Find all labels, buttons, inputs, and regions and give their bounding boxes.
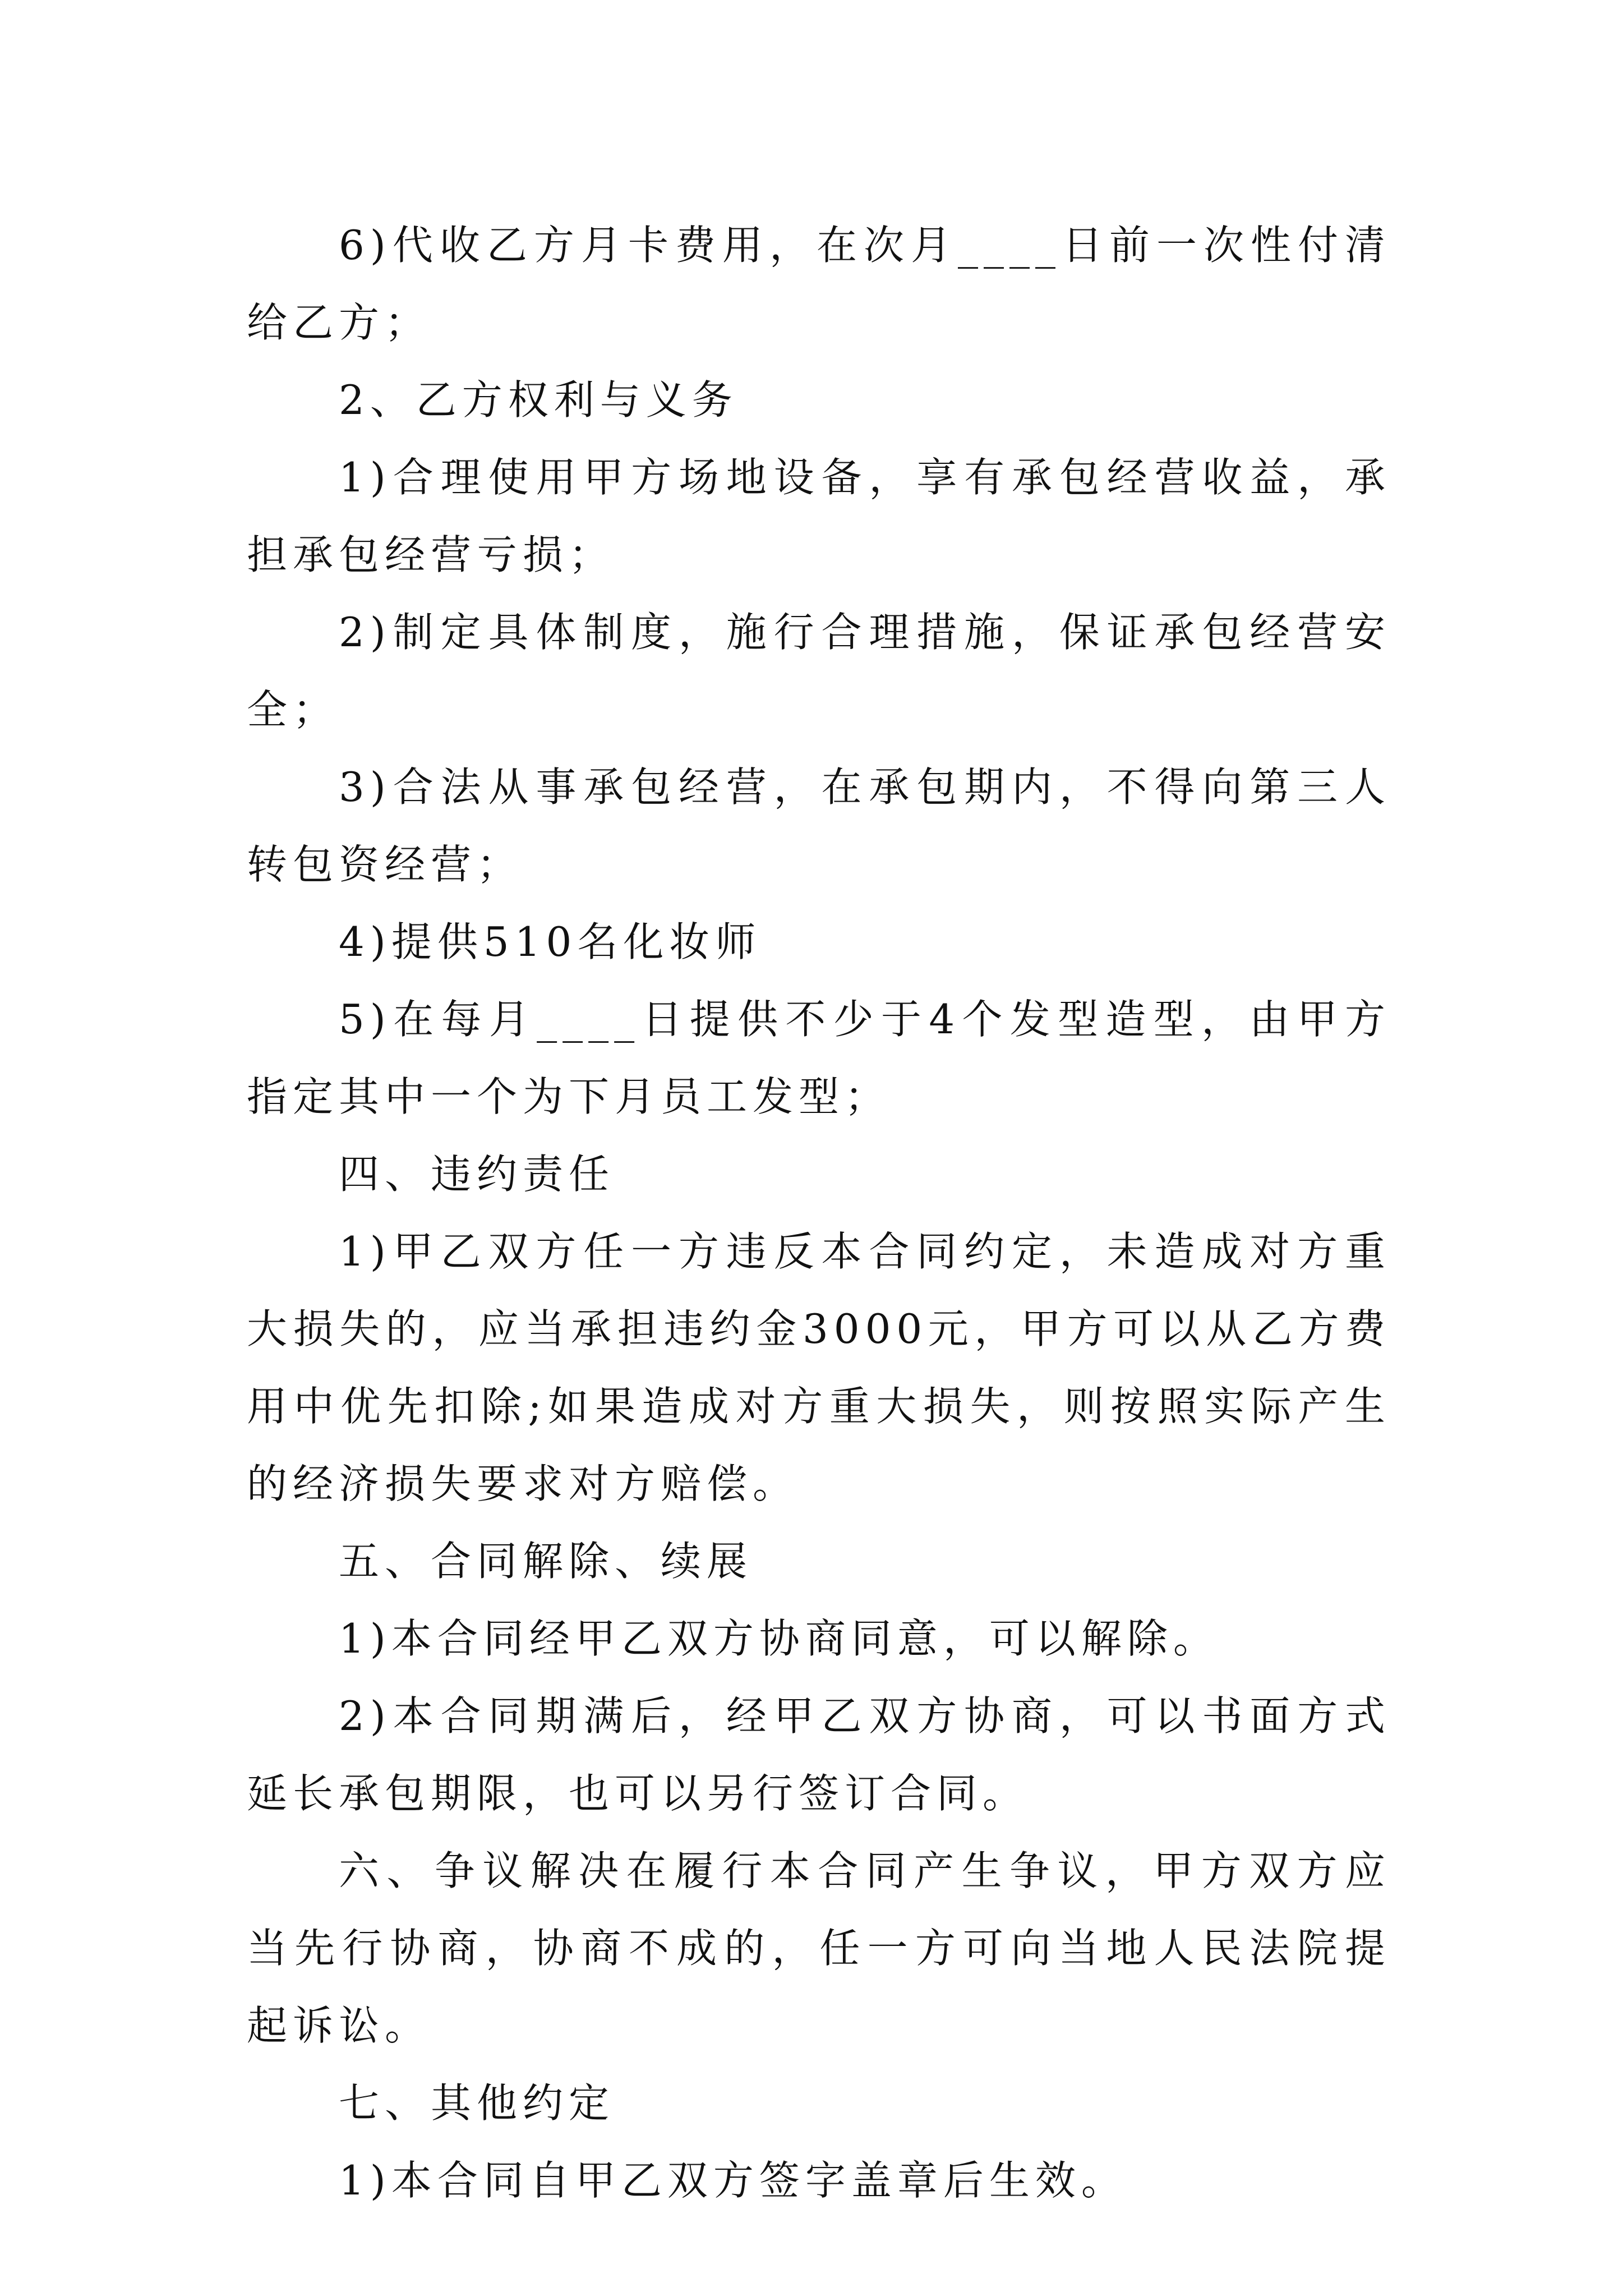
paragraph-termination-1: 1)本合同经甲乙双方协商同意，可以解除。: [339, 1615, 1219, 1662]
paragraph-clause-b4: 4)提供510名化妆师: [339, 918, 762, 965]
section-heading-breach: 四、违约责任: [339, 1151, 615, 1198]
paragraph-clause-6: 6)代收乙方月卡费用，在次月____日前一次性付清给乙方；: [247, 222, 1391, 346]
section-dispute-resolution: 六、争议解决在履行本合同产生争议，甲方双方应当先行协商，协商不成的，任一方可向当地人民法院提起诉讼。: [247, 1847, 1391, 2049]
document-body: [247, 206, 1391, 2219]
paragraph-clause-b3: 3)合法从事承包经营，在承包期内，不得向第三人转包资经营；: [247, 763, 1391, 888]
paragraph-clause-b2: 2)制定具体制度，施行合理措施，保证承包经营安全；: [247, 609, 1391, 733]
paragraph-breach-1: 1)甲乙双方任一方违反本合同约定，未造成对方重大损失的，应当承担违约金3000元，甲方可以从乙方费用中优先扣除;如果造成对方重大损失，则按照实际产生的经济损失要求对方赔偿。: [247, 1228, 1391, 1507]
section-heading-termination: 五、合同解除、续展: [339, 1538, 753, 1585]
section-heading-party-b-rights: 2、乙方权利与义务: [339, 376, 738, 424]
paragraph-clause-b5: 5)在每月____日提供不少于4个发型造型，由甲方指定其中一个为下月员工发型；: [247, 996, 1391, 1120]
paragraph-other-1: 1)本合同自甲乙双方签字盖章后生效。: [339, 2157, 1127, 2204]
section-heading-other: 七、其他约定: [339, 2079, 615, 2127]
paragraph-termination-2: 2)本合同期满后，经甲乙双方协商，可以书面方式延长承包期限，也可以另行签订合同。: [247, 1692, 1391, 1817]
paragraph-clause-b1: 1)合理使用甲方场地设备，享有承包经营收益，承担承包经营亏损；: [247, 454, 1391, 578]
